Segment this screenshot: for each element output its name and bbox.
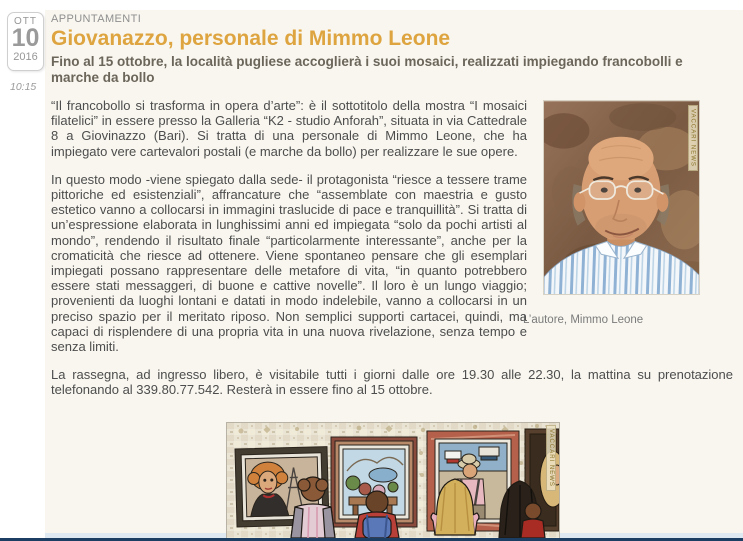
author-portrait-graphic <box>544 101 699 294</box>
date-year: 2016 <box>13 51 38 63</box>
category-label: APPUNTAMENTI <box>51 13 142 25</box>
article-title: Giovanazzo, personale di Mimmo Leone <box>51 27 451 50</box>
article-subtitle: Fino al 15 ottobre, la località pugliese accoglierà i suoi mosaici, realizzati impiegando francobolli e marche da bollo <box>51 54 683 85</box>
mosaic-artwork-graphic <box>226 422 560 539</box>
date-day: 10 <box>11 24 40 52</box>
author-photo <box>543 100 700 295</box>
publish-time: 10:15 <box>10 81 37 93</box>
date-month: OTT <box>14 16 37 27</box>
paragraph-3: La rassegna, ad ingresso libero, è visitabile tutti i giorni dalle ore 19.30 alle 22.30, la mattina su prenotazione telefonando al 339.80.77.542. Resterà in essere fino al 15 ottobre. <box>51 367 733 398</box>
article-body <box>51 98 733 539</box>
date-box <box>7 12 44 71</box>
vaccari-watermark: VACCARI NEWS <box>688 105 698 171</box>
artwork-image <box>226 422 558 539</box>
author-photo-figure <box>523 100 707 328</box>
article-content <box>45 10 743 533</box>
paragraph-1: “Il francobollo si trasforma in opera d’arte”: è il sottotitolo della mostra “I mosaici filatelici” in essere presso la Galleria “K2 - studio Anforah”, situata in via Cattedrale 8 a Giovinazzo (Bari). Si tratta di una personale di Mimmo Leone, che ha impiegato vere cartevalori postali (e marche da bollo) per realizzare le sue opere. <box>51 98 527 159</box>
paragraph-2: In questo modo -viene spiegato dalla sede- il protagonista “riesce a tessere trame pittoriche ed esistenziali”, affrancature che “assemblate con maestria e gusto estetico vanno a collocarsi in immagini traslucide di pace e tranquillità”. Si tratta di un’espressione elaborata in lunghissimi anni ed impiegata “solo da pochi artisti al mondo”, rendendo il risultato finale “particolarmente interessante”, anche per la cromaticità che riesce ad ottenere. Viene spontaneo pensare che gli esemplari impiegati possano rappresentare delle metafore di vita, “in quanto potrebbero essere stati messaggeri, di buone e cattive novelle”. Il loro è un lungo viaggio; provenienti da luoghi lontani e datati in modo indelebile, vanno a collocarsi in un preciso spazio per il meritato riposo. Non semplici supporti cartacei, quindi, ma capaci di risplendere di una propria vita in una nuova rivelazione, senza tempo e senza limiti. <box>51 171 527 355</box>
photo-caption: L’autore, Mimmo Leone <box>523 314 644 326</box>
vaccari-watermark: VACCARI NEWS <box>546 425 556 491</box>
